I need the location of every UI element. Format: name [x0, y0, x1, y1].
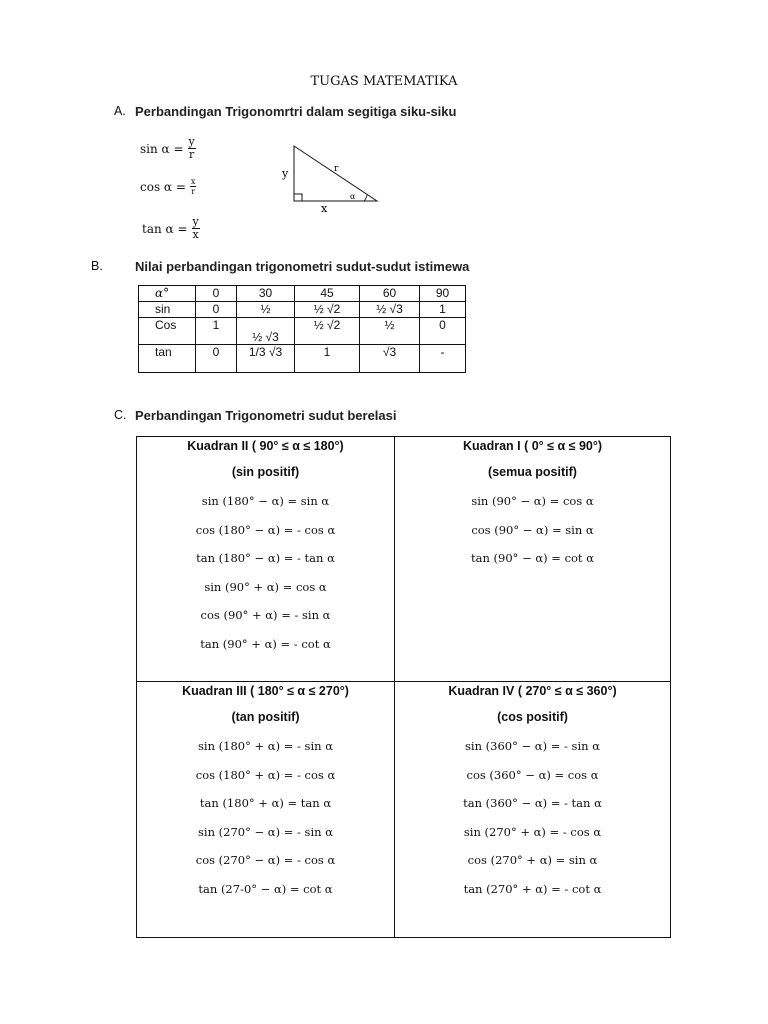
side-y-label: y — [282, 167, 289, 180]
table-cell: ½ √3 — [360, 302, 420, 318]
identity-line: sin (180° − α) = sin α — [201, 494, 330, 508]
quadrant-subtitle: (tan positif) — [231, 710, 300, 724]
table-cell: sin — [139, 302, 196, 318]
sin-formula — [140, 136, 196, 161]
section-c-label: C. — [114, 408, 127, 422]
table-cell: 1 — [196, 318, 237, 345]
fraction-numerator: y — [192, 215, 199, 228]
table-cell: 0 — [196, 286, 237, 302]
quadrant-subtitle: (cos positif) — [497, 710, 568, 724]
fraction-denominator: r — [191, 187, 196, 196]
quadrant-heading: Kuadran III ( 180° ≤ α ≤ 270°) — [182, 684, 349, 698]
table-row — [139, 345, 466, 373]
table-cell: 60 — [360, 286, 420, 302]
table-cell: 0 — [420, 318, 466, 345]
fraction-numerator: x — [190, 177, 196, 186]
quadrant-iv-cell — [395, 682, 670, 937]
formula-lhs: cos α = — [140, 179, 186, 194]
table-cell: 90 — [420, 286, 466, 302]
side-r-label: r — [334, 164, 339, 174]
fraction — [192, 216, 200, 241]
table-cell: tan — [139, 345, 196, 373]
identity-line: tan (180° − α) = - tan α — [196, 551, 335, 565]
identity-line: tan (90° + α) = - cot α — [200, 636, 331, 651]
right-triangle-diagram — [278, 140, 388, 215]
identity-line: tan (360° − α) = - tan α — [463, 796, 602, 810]
identity-line: sin (90° − α) = cos α — [471, 494, 594, 508]
section-b-title: Nilai perbandingan trigonometri sudut-sudut istimewa — [135, 259, 470, 274]
table-row — [139, 302, 466, 318]
table-cell: ½ — [360, 318, 420, 345]
table-row — [139, 318, 466, 345]
table-cell: ½ √2 — [295, 302, 360, 318]
quadrant-i-cell — [395, 437, 670, 682]
formula-lhs: sin α = — [140, 141, 184, 156]
identity-line: sin (270° + α) = - cos α — [463, 824, 602, 839]
identity-line: cos (270° + α) = sin α — [467, 853, 598, 867]
table-cell: √3 — [360, 345, 420, 373]
section-a-title: Perbandingan Trigonomrtri dalam segitiga siku-siku — [135, 104, 457, 119]
table-cell: 1 — [295, 345, 360, 373]
table-cell: - — [420, 345, 466, 373]
identity-line: cos (90° + α) = - sin α — [200, 608, 331, 622]
identity-line: cos (360° − α) = cos α — [466, 767, 599, 782]
quadrant-heading: Kuadran IV ( 270° ≤ α ≤ 360°) — [448, 684, 617, 698]
identity-line: tan (90° − α) = cot α — [471, 551, 594, 565]
angle-label: α — [350, 192, 356, 201]
table-cell: 1/3 √3 — [237, 345, 295, 373]
identity-line: sin (360° − α) = - sin α — [465, 739, 600, 753]
table-cell: ½ — [237, 302, 295, 318]
table-header-row — [139, 286, 466, 302]
section-a-label: A. — [114, 104, 126, 118]
section-b-label: B. — [91, 259, 103, 273]
fraction-numerator: y — [188, 135, 195, 148]
fraction-denominator: x — [192, 228, 199, 241]
fraction — [188, 136, 196, 161]
quadrant-iii-cell — [137, 682, 395, 937]
identity-line: sin (90° + α) = cos α — [204, 579, 327, 594]
identity-line: cos (90° − α) = sin α — [471, 522, 594, 537]
table-cell: 30 — [237, 286, 295, 302]
identity-line: tan (180° + α) = tan α — [199, 796, 332, 810]
identity-line: tan (270° + α) = - cot α — [463, 881, 602, 896]
special-angles-table — [138, 285, 466, 373]
quadrant-subtitle: (sin positif) — [231, 465, 300, 479]
identity-line: sin (270° − α) = - sin α — [198, 824, 333, 839]
identity-line: tan (27-0° − α) = cot α — [198, 881, 333, 896]
table-cell: 0 — [196, 345, 237, 373]
identity-line: sin (180° + α) = - sin α — [198, 739, 333, 753]
quadrant-heading: Kuadran I ( 0° ≤ α ≤ 90°) — [462, 439, 603, 453]
identity-line: cos (180° − α) = - cos α — [195, 522, 336, 537]
quadrant-heading: Kuadran II ( 90° ≤ α ≤ 180°) — [187, 439, 344, 453]
identity-line: cos (270° − α) = - cos α — [195, 853, 336, 867]
tan-formula — [142, 216, 200, 241]
table-cell: ½ √2 — [295, 318, 360, 345]
section-c-title: Perbandingan Trigonometri sudut berelasi — [135, 408, 397, 423]
table-cell: ½ √3 — [237, 318, 295, 345]
fraction-denominator: r — [188, 148, 195, 161]
formula-lhs: tan α = — [142, 221, 188, 236]
table-cell: 0 — [196, 302, 237, 318]
cos-formula — [140, 177, 196, 196]
page-title: TUGAS MATEMATIKA — [310, 74, 458, 89]
quadrant-grid — [136, 436, 671, 938]
side-x-label: x — [321, 202, 328, 215]
quadrant-ii-cell — [137, 437, 395, 682]
fraction — [190, 177, 197, 196]
table-cell: Cos — [139, 318, 196, 345]
identity-line: cos (180° + α) = - cos α — [195, 767, 336, 782]
table-cell: 1 — [420, 302, 466, 318]
quadrant-subtitle: (semua positif) — [488, 465, 577, 479]
right-angle-marker — [294, 194, 302, 201]
table-cell: 45 — [295, 286, 360, 302]
angle-arc — [364, 195, 367, 201]
table-cell: α° — [139, 286, 196, 302]
